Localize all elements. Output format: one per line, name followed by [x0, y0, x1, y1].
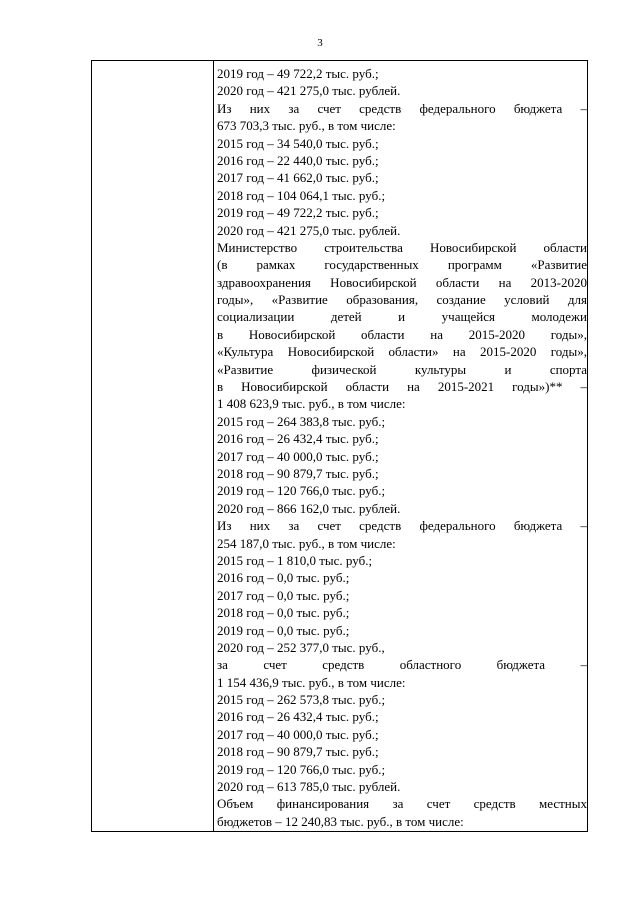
text-line: 2019 год – 49 722,2 тыс. руб.; [217, 205, 379, 221]
table-right-column [214, 61, 587, 830]
text-line: 2019 год – 49 722,2 тыс. руб.; [217, 66, 379, 81]
text-line: 2020 год – 252 377,0 тыс. руб., [217, 639, 385, 655]
text-line: 1 154 436,9 тыс. руб., в том числе: [217, 674, 406, 690]
text-line: 673 703,3 тыс. руб., в том числе: [217, 118, 396, 134]
text-line: 2020 год – 613 785,0 тыс. рублей. [217, 779, 401, 795]
text-line: 2018 год – 104 064,1 тыс. руб.; [217, 187, 386, 203]
text-line: 2015 год – 262 573,8 тыс. руб.; [217, 692, 386, 708]
text-line: Министерство строительства Новосибирской области [217, 239, 587, 255]
text-line: 1 408 623,9 тыс. руб., в том числе: [217, 396, 406, 412]
text-line: (в рамках государственных программ «Развитие [217, 257, 587, 273]
text-line: 2016 год – 26 432,4 тыс. руб.; [217, 709, 379, 725]
text-line: здравоохранения Новосибирской области на 2013-2020 [217, 274, 587, 290]
funding-table [91, 60, 588, 832]
text-line: бюджетов – 12 240,83 тыс. руб., в том числе: [217, 813, 464, 829]
text-line: 2020 год – 421 275,0 тыс. рублей. [217, 222, 401, 238]
text-line: 2015 год – 1 810,0 тыс. руб.; [217, 552, 373, 568]
text-line: 2018 год – 0,0 тыс. руб.; [217, 605, 350, 621]
text-line: 2020 год – 421 275,0 тыс. рублей. [217, 83, 401, 99]
text-line: 2017 год – 41 662,0 тыс. руб.; [217, 170, 379, 186]
text-line: социализации детей и учащейся молодежи [217, 309, 587, 325]
text-line: Из них за счет средств федерального бюджета – [217, 100, 587, 116]
text-line: 2016 год – 0,0 тыс. руб.; [217, 570, 350, 586]
text-line: Объем финансирования за счет средств местных [217, 796, 587, 812]
text-line: 2019 год – 120 766,0 тыс. руб.; [217, 483, 386, 499]
text-line: 2017 год – 0,0 тыс. руб.; [217, 587, 350, 603]
text-line: 2019 год – 120 766,0 тыс. руб.; [217, 761, 386, 777]
text-line: «Развитие физической культуры и спорта [217, 361, 587, 377]
text-line: 2015 год – 34 540,0 тыс. руб.; [217, 135, 379, 151]
text-line: 2017 год – 40 000,0 тыс. руб.; [217, 448, 379, 464]
text-line: 2018 год – 90 879,7 тыс. руб.; [217, 465, 379, 481]
text-line: годы», «Развитие образования, создание условий для [217, 292, 587, 308]
text-line: 2015 год – 264 383,8 тыс. руб.; [217, 413, 386, 429]
text-line: за счет средств областного бюджета – [217, 657, 587, 673]
text-line: Из них за счет средств федерального бюджета – [217, 518, 587, 534]
text-line: в Новосибирской области на 2015-2021 годы»)** – [217, 379, 587, 395]
text-line: «Культура Новосибирской области» на 2015-2020 годы», [217, 344, 587, 360]
text-line: 2020 год – 866 162,0 тыс. рублей. [217, 500, 401, 516]
text-line: 2016 год – 26 432,4 тыс. руб.; [217, 431, 379, 447]
text-line: 2019 год – 0,0 тыс. руб.; [217, 622, 350, 638]
table-left-column [92, 61, 214, 831]
text-line: 2017 год – 40 000,0 тыс. руб.; [217, 726, 379, 742]
text-line: 254 187,0 тыс. руб., в том числе: [217, 535, 396, 551]
text-line: 2016 год – 22 440,0 тыс. руб.; [217, 152, 379, 168]
text-line: в Новосибирской области на 2015-2020 годы», [217, 326, 587, 342]
page-number: 3 [317, 37, 323, 49]
text-line: 2018 год – 90 879,7 тыс. руб.; [217, 744, 379, 760]
